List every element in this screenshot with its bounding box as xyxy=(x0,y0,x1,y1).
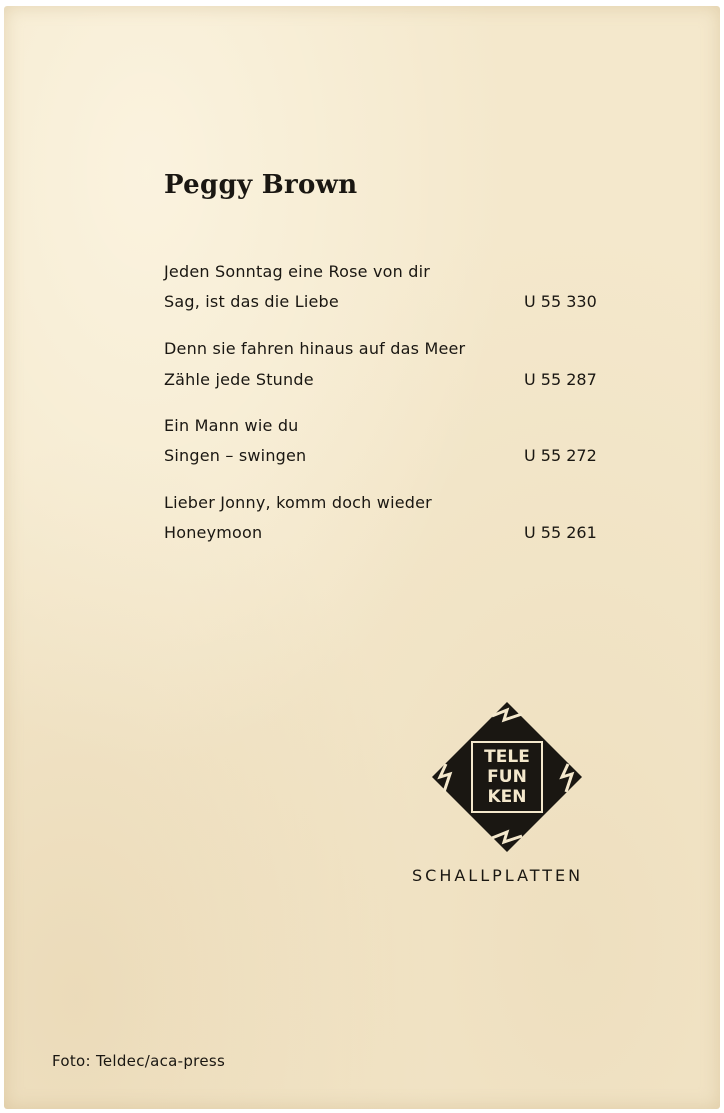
brand-label: SCHALLPLATTEN xyxy=(412,866,584,885)
record-2-title-b: Zähle jede Stunde xyxy=(164,370,314,389)
record-4-title-b: Honeymoon xyxy=(164,523,263,542)
photo-credit: Foto: Teldec/aca-press xyxy=(52,1052,226,1070)
postcard-back xyxy=(4,6,720,1109)
record-1-title-a: Jeden Sonntag eine Rose von dir xyxy=(164,262,431,281)
logo-text-tele: TELE xyxy=(484,747,530,767)
record-3-title-b: Singen – swingen xyxy=(164,446,307,465)
record-2-title-a: Denn sie fahren hinaus auf das Meer xyxy=(164,339,466,358)
record-4-catalog: U 55 261 xyxy=(524,523,597,542)
telefunken-logo xyxy=(432,702,582,852)
artist-name: Peggy Brown xyxy=(164,170,358,200)
record-1-catalog: U 55 330 xyxy=(524,292,597,311)
record-1-title-b: Sag, ist das die Liebe xyxy=(164,292,339,311)
record-2-catalog: U 55 287 xyxy=(524,370,597,389)
record-3-title-a: Ein Mann wie du xyxy=(164,416,299,435)
record-3-catalog: U 55 272 xyxy=(524,446,597,465)
logo-text-fun: FUN xyxy=(487,767,527,787)
record-4-title-a: Lieber Jonny, komm doch wieder xyxy=(164,493,432,512)
logo-text-ken: KEN xyxy=(487,787,527,807)
